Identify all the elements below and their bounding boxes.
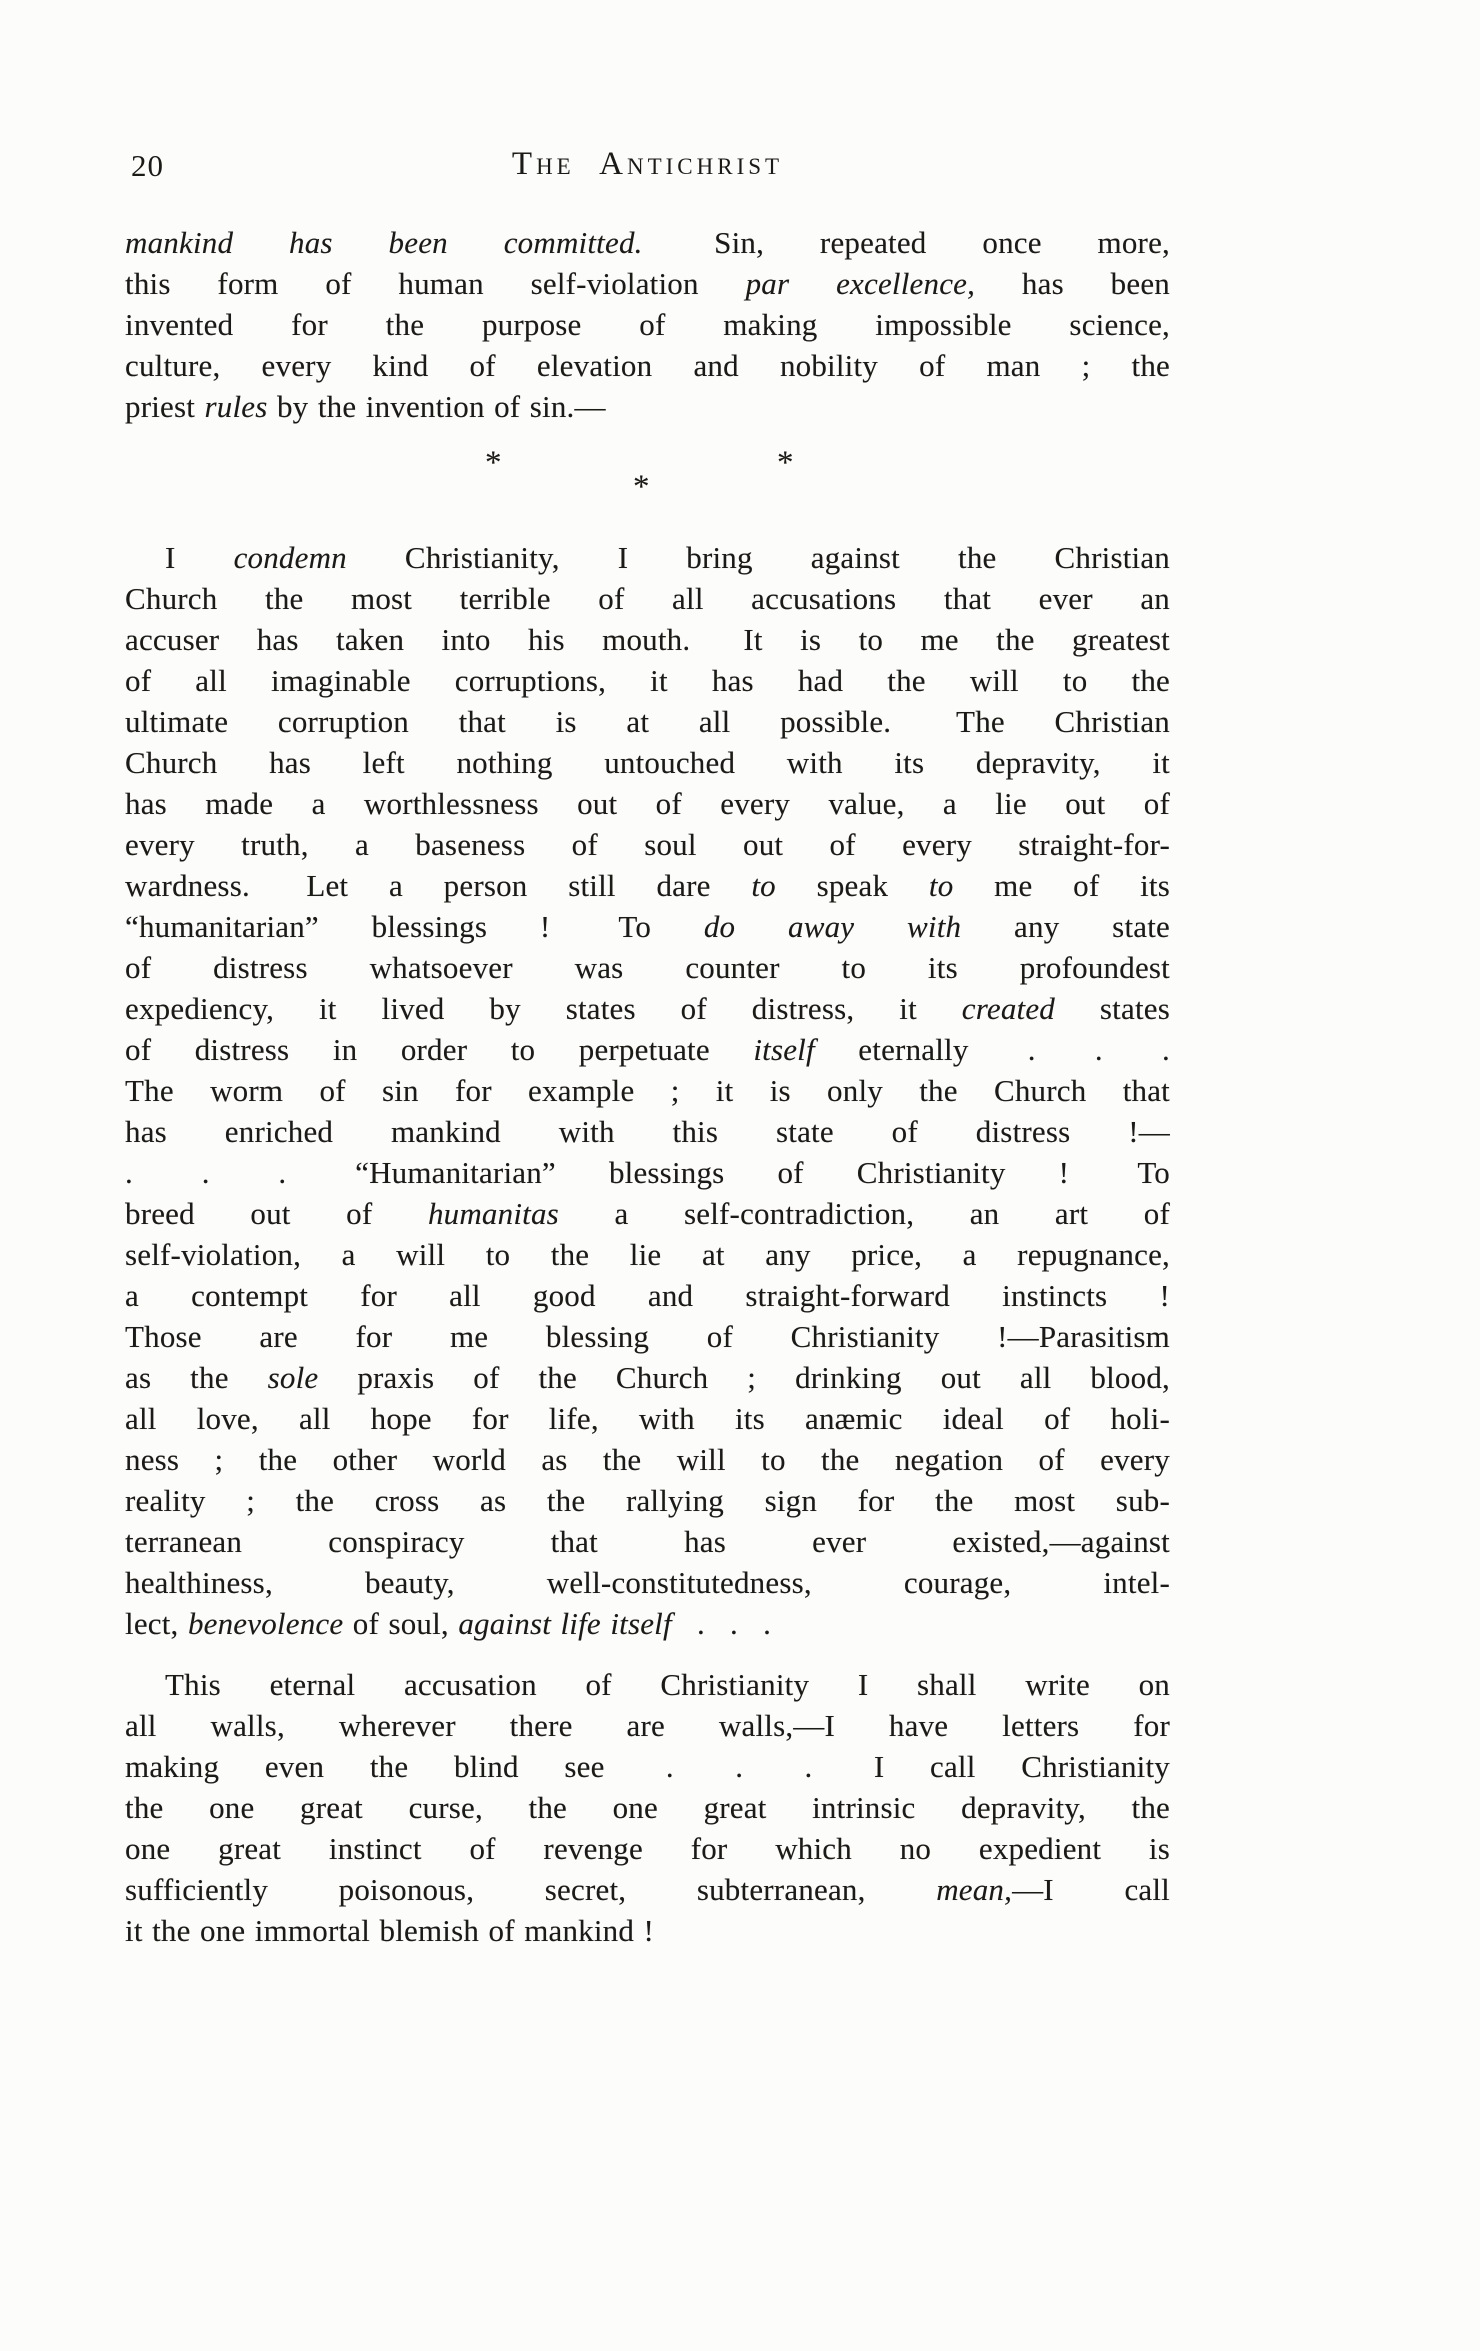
text-line [125,1029,1170,1070]
text-line [125,263,1170,304]
text-segment: has been [975,266,1170,301]
asterisk-icon: * [485,445,502,481]
asterisk-icon: * [633,469,650,505]
italic-text: against life itself [458,1606,672,1641]
text-line [125,1152,1170,1193]
text-line [125,1070,1170,1111]
text-line [125,1111,1170,1152]
text-line [125,1910,1170,1951]
text-segment: it the one immortal blemish of mankind ! [125,1913,655,1948]
text-segment: accuser has taken into his mouth. It is to me the greatest [125,622,1170,657]
text-segment: lect, [125,1606,188,1641]
text-segment: of all imaginable corruptions, it has had the will to the [125,663,1170,698]
text-line [125,865,1170,906]
text-segment: priest [125,389,205,424]
text-segment: culture, every kind of elevation and nobility of man ; the [125,348,1170,383]
text-line [125,906,1170,947]
italic-text: sole [267,1360,319,1395]
text-line [125,386,1170,427]
text-line [125,783,1170,824]
italic-text: par excellence, [745,266,976,301]
paragraph-gap [125,1644,1170,1664]
text-line [125,1398,1170,1439]
text-segment: all love, all hope for life, with its anæmic ideal of holi- [125,1401,1170,1436]
text-line [125,619,1170,660]
text-line [125,537,1170,578]
text-line [125,1787,1170,1828]
text-segment: by the invention of sin.— [267,389,606,424]
text-segment: “humanitarian” blessings ! To [125,909,704,944]
text-segment: Church the most terrible of all accusations that ever an [125,581,1170,616]
text-segment: this form of human self-violation [125,266,746,301]
page-number: 20 [131,148,164,183]
text-segment: me of its [953,868,1170,903]
text-line [125,1357,1170,1398]
text-line [125,1603,1170,1644]
text-line [125,1869,1170,1910]
text-line [125,1562,1170,1603]
text-segment: Christianity, I bring against the Christian [346,540,1170,575]
text-segment: has made a worthlessness out of every value, a lie out of [125,786,1170,821]
text-segment: ness ; the other world as the will to the negation of every [125,1442,1170,1477]
text-line [125,1316,1170,1357]
italic-text: humanitas [427,1196,559,1231]
text-segment: praxis of the Church ; drinking out all blood, [318,1360,1170,1395]
body-text [125,222,1170,1951]
text-segment: The worm of sin for example ; it is only the Church that [125,1073,1170,1108]
italic-text: do away with [703,909,962,944]
text-segment: one great instinct of revenge for which no expedient is [125,1831,1170,1866]
section-separator [125,427,1170,537]
italic-text: itself [753,1032,815,1067]
text-segment: as the [125,1360,268,1395]
paragraph [125,222,1170,427]
text-segment: I [165,540,234,575]
text-line [125,1193,1170,1234]
italic-text: mean, [936,1872,1013,1907]
text-line [125,1521,1170,1562]
italic-text: benevolence [187,1606,344,1641]
text-line [125,988,1170,1029]
page-content [125,146,1170,1951]
text-segment: all walls, wherever there are walls,—I have letters for [125,1708,1170,1743]
text-line [125,304,1170,345]
italic-text: mankind has been committed. [125,225,643,260]
text-segment: Church has left nothing untouched with its depravity, it [125,745,1170,780]
text-segment: wardness. Let a person still dare [125,868,752,903]
paragraph [125,537,1170,1644]
text-line [125,1828,1170,1869]
text-segment: self-violation, a will to the lie at any price, a repugnance, [125,1237,1170,1272]
page-header [125,146,1170,188]
text-segment: a self-contradiction, an art of [558,1196,1170,1231]
text-segment: speak [775,868,929,903]
text-segment: any state [961,909,1170,944]
italic-text: condemn [233,540,347,575]
text-line [125,345,1170,386]
text-segment: sufficiently poisonous, secret, subterranean, [125,1872,937,1907]
text-line [125,1439,1170,1480]
text-line [125,1480,1170,1521]
italic-text: to [751,868,776,903]
text-segment: reality ; the cross as the rallying sign for the most sub- [125,1483,1170,1518]
text-segment: of distress whatsoever was counter to its profoundest [125,950,1170,985]
text-segment: breed out of [125,1196,428,1231]
text-segment: every truth, a baseness of soul out of every straight-for- [125,827,1170,862]
text-line [125,660,1170,701]
text-line [125,1746,1170,1787]
italic-text: created [961,991,1056,1026]
text-line [125,824,1170,865]
text-segment: Sin, repeated once more, [642,225,1170,260]
text-line [125,742,1170,783]
text-segment: . . . “Humanitarian” blessings of Christianity ! To [125,1155,1170,1190]
text-line [125,947,1170,988]
italic-text: to [928,868,954,903]
text-line [125,1705,1170,1746]
text-segment: Those are for me blessing of Christianity !—Parasitism [125,1319,1170,1354]
text-segment: states [1055,991,1170,1026]
text-line [125,701,1170,742]
text-segment: has enriched mankind with this state of distress !— [125,1114,1170,1149]
text-segment: of soul, [343,1606,459,1641]
text-segment: the one great curse, the one great intrinsic depravity, the [125,1790,1170,1825]
paragraph [125,1664,1170,1951]
text-line [125,578,1170,619]
text-segment: ultimate corruption that is at all possible. The Christian [125,704,1170,739]
text-segment: expediency, it lived by states of distress, it [125,991,962,1026]
running-title: The Antichrist [511,146,784,182]
text-segment: This eternal accusation of Christianity I shall write on [165,1667,1170,1702]
italic-text: rules [204,389,268,424]
text-line [125,222,1170,263]
text-segment: invented for the purpose of making impossible science, [125,307,1170,342]
text-line [125,1275,1170,1316]
text-segment: —I call [1012,1872,1170,1907]
text-segment: . . . [671,1606,772,1641]
text-segment: eternally . . . [814,1032,1170,1067]
text-segment: making even the blind see . . . I call Christianity [125,1749,1170,1784]
text-segment: terranean conspiracy that has ever existed,—against [125,1524,1170,1559]
text-line [125,1234,1170,1275]
text-segment: a contempt for all good and straight-forward instincts ! [125,1278,1170,1313]
text-line [125,1664,1170,1705]
asterisk-icon: * [777,445,794,481]
text-segment: of distress in order to perpetuate [125,1032,754,1067]
text-segment: healthiness, beauty, well-constitutedness, courage, intel- [125,1565,1170,1600]
